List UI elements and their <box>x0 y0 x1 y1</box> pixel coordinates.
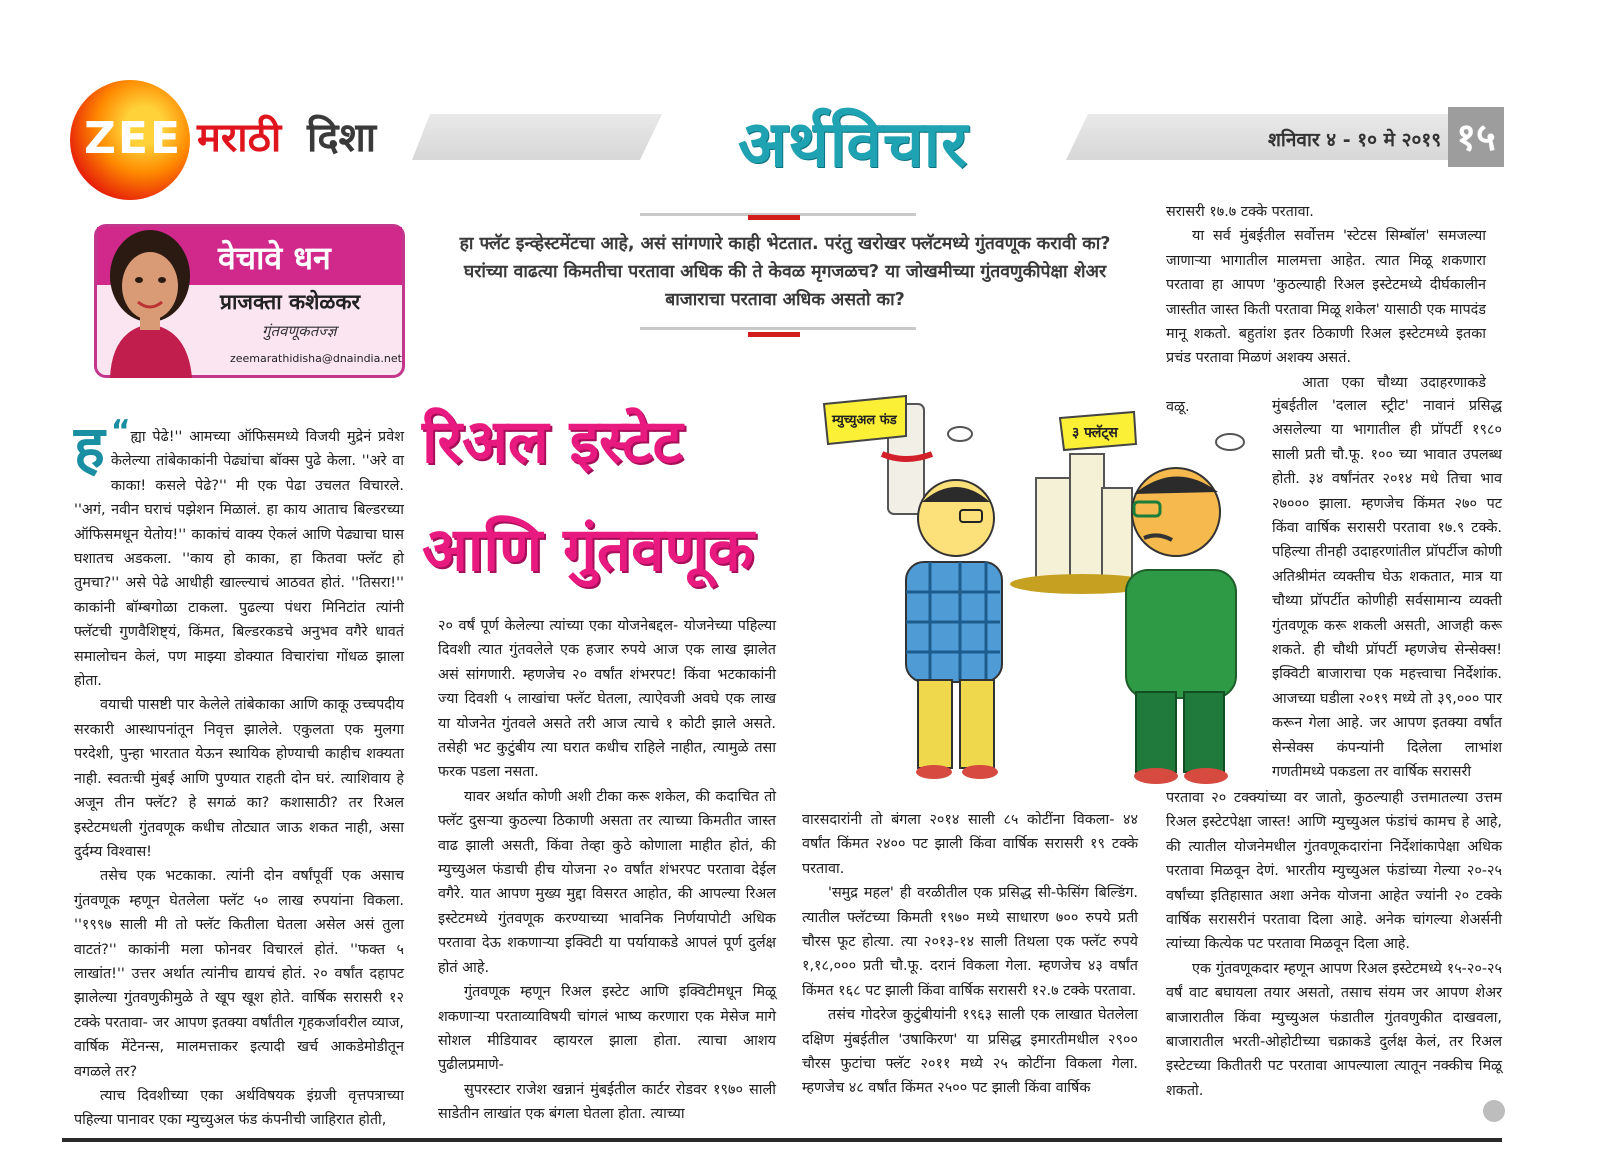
logo-disha-text: दिशा <box>307 115 377 161</box>
paragraph: वारसदारांनी तो बंगला २०१४ साली ८५ कोटींना विकला- ४४ वर्षांत किंमत २४०० पट झाली किंवा वार्षिक सरासरी १९ टक्के परतावा. <box>802 812 1138 877</box>
article-column-4-bottom <box>1166 786 1502 1120</box>
thought-bubble-right <box>1216 434 1244 450</box>
author-photo <box>82 218 222 378</box>
paragraph: परतावा २० टक्क्यांच्या वर जातो, कुठल्याही उत्तमातल्या उत्तम रिअल इस्टेटपेक्षा जास्त! आणि म्युच्युअल फंडांचं कामच हे आहे, की त्यातील योजनेमधील गुंतवणूकदारांना निर्देशांकापेक्षा अधिक परतावा मिळवून देणं. भारतीय म्युच्युअल फंडांच्या गेल्या २०-२५ वर्षांच्या इतिहासात अशा अनेक योजना आहेत ज्यांनी २० टक्के वार्षिक सरासरीनं परतावा दिला आहे. अनेक चांगल्या शेअर्सनी त्यांच्या कित्येक पट परतावा मिळवून दिला आहे. <box>1166 790 1502 953</box>
sign-right-label: ३ फ्लॅट्स <box>1072 425 1118 441</box>
right-man-leg-2 <box>1184 692 1224 772</box>
left-man-leg-2 <box>960 680 994 768</box>
logo-zee-text: ZEE <box>84 113 183 164</box>
article-column-1 <box>74 413 404 1129</box>
logo-marathi-text: मराठी <box>197 115 282 161</box>
paragraph: वयाची पासष्टी पार केलेले तांबेकाका आणि काकू उच्चपदीय सरकारी आस्थापनांतून निवृत्त झालेले. एकुलता एक मुलगा परदेशी, पुन्हा भारतात येऊन स्थायिक होण्याची काहीच शक्यता नाही. स्वतःची मुंबई आणि पुण्यात राहती दोन घरं. त्याशिवाय हे अजून तीन फ्लॅट? हे सगळं का? कशासाठी? तर रिअल इस्टेटमधली गुंतवणूक कधीच तोट्यात जाऊ शकत नाही, असा दुर्दम्य विश्वास! <box>74 697 404 860</box>
paragraph: 'समुद्र महल' ही वरळीतील एक प्रसिद्ध सी-फेसिंग बिल्डिंग. त्यातील फ्लॅटच्या किमती १९७० मध्ये साधारण ७०० रुपये प्रती चौरस फूट होत्या. त्या २०१३-१४ साली तिथला एक फ्लॅट रुपये १,१८,००० प्रती चौ.फू. दरानं विकला गेला. म्हणजेच ४३ वर्षांत किंमत १६८ पट झाली किंवा वार्षिक सरासरी १२.७ टक्के परतावा. <box>802 885 1138 999</box>
right-man-shoe-2 <box>1184 768 1228 784</box>
intro-deck: हा फ्लॅट इन्व्हेस्टमेंटचा आहे, असं सांगणारे काही भेटतात. परंतु खरोखर फ्लॅटमध्ये गुंतवणूक करावी का? घरांच्या वाढत्या किमतीचा परतावा अधिक की ते केवळ मृगजळच? या जोखमीच्या गुंतवणुकीपेक्षा शेअर बाजाराचा परतावा अधिक असतो का? <box>459 234 1111 310</box>
right-man-shirt <box>1126 570 1236 698</box>
paragraph: त्याच दिवशीच्या एका अर्थविषयक इंग्रजी वृत्तपत्राच्या पहिल्या पानावर एका म्युच्युअल फंड कंपनीची जाहिरात होती, <box>74 1087 404 1129</box>
headline <box>422 388 794 604</box>
headline-line-1: रिअल इस्टेट <box>422 407 683 477</box>
author-name: प्राजक्ता कशेळकर <box>220 290 361 314</box>
article-column-2 <box>438 614 776 1123</box>
paragraph: तसेच एक भटकाका. त्यांनी दोन वर्षांपूर्वी एक असाच गुंतवणूक म्हणून घेतलेला फ्लॅट ५० लाख रुपयांना विकला. ''१९९७ साली मी तो फ्लॅट कितीला घेतला असेल असं तुला वाटतं?'' काकांनी मला फोनवर विचारलं होतं. ''फक्त ५ लाखांत!'' उत्तर अर्थात त्यांनीच द्यायचं होतं. २० वर्षांत दहापट झालेल्या गुंतवणुकीमुळे ते खूप खूश होते. वार्षिक सरासरी १२ टक्के परतावा- जर आपण इतक्या वर्षांतील गृहकर्जावरील व्याज, वार्षिक मेंटेनन्स, मालमत्ताकर इत्यादी खर्च आकडेमोडीतून वगळले तर? <box>74 868 404 1080</box>
author-role: गुंतवणूकतज्ज्ञ <box>262 322 337 340</box>
paragraph: सरासरी १७.७ टक्के परतावा. <box>1166 204 1314 220</box>
paragraph: यावर अर्थात कोणी अशी टीका करू शकेल, की कदाचित तो फ्लॅट दुसऱ्या कुठल्या ठिकाणी असता तर त्याच्या किमतीत जास्त वाढ झाली असती, किंवा तेव्हा कुठे कोणाला माहीत होतं, की म्युच्युअल फंडाची हीच योजना २० वर्षांत शंभरपट परतावा देईल वगैरे. यात आपण मुख्य मुद्दा विसरत आहोत, की आपल्या रिअल इस्टेटमध्ये गुंतवणूक करण्याच्या भावनिक निर्णयापोटी अधिक परतावा देऊ शकणाऱ्या इक्विटी या पर्यायाकडे आपलं पूर्ण दुर्लक्ष होतं आहे. <box>438 788 776 976</box>
page-number: १५ <box>1448 107 1504 167</box>
issue-date: शनिवार ४ - १० मे २०१९ <box>1268 129 1442 151</box>
deck-rule-bottom <box>640 327 916 330</box>
thought-bubble-left <box>948 427 972 441</box>
section-title: अर्थविचार <box>738 108 969 182</box>
article-column-3 <box>802 808 1138 1120</box>
building-1 <box>1036 478 1072 582</box>
article-column-4-top <box>1166 200 1486 416</box>
headline-line-2: आणि गुंतवणूक <box>422 515 754 585</box>
left-man-shoe-2 <box>962 765 998 779</box>
deck-red-mark-bottom <box>748 332 800 337</box>
scroll-indicator[interactable] <box>1483 1100 1505 1122</box>
cartoon-illustration <box>810 392 1260 792</box>
deck-red-mark-top <box>748 215 800 220</box>
sign-left-label: म्युच्युअल फंड <box>832 413 897 428</box>
paragraph: एक गुंतवणूकदार म्हणून आपण रिअल इस्टेटमध्ये १५-२०-२५ वर्षं वाट बघायला तयार असतो, तसाच संयम जर आपण शेअर बाजारातील किंवा म्युच्युअल फंडातील गुंतवणुकीत दाखवला, बाजारातील भरती-ओहोटीच्या चक्राकडे दुर्लक्ष केलं, तर रिअल इस्टेटच्या कितीतरी पट परतावा आपल्याला त्यातून नक्कीच मिळू शकतो. <box>1166 960 1502 1099</box>
building-2 <box>1070 454 1104 582</box>
right-man-shoe-1 <box>1134 768 1178 784</box>
author-email: zeemarathidisha@dnaindia.net <box>230 352 402 365</box>
paragraph: मुंबईतील 'दलाल स्ट्रीट' नावानं प्रसिद्ध असलेल्या या भागातील ही प्रॉपर्टी १९८० साली प्रती चौ.फू. १०० च्या भावात उपलब्ध होती. ३४ वर्षांनंतर २०१४ मधे तिचा भाव २७००० झाला. म्हणजेच किंमत २७० पट किंवा वार्षिक सरासरी परतावा १७.९ टक्के. पहिल्या तीनही उदाहरणांतील प्रॉपर्टीज कोणी अतिश्रीमंत व्यक्तीच घेऊ शकतात, मात्र या चौथ्या प्रॉपर्टीत कोणीही सर्वसामान्य व्यक्ती गुंतवणूक करू शकली असती, आजही करू शकते. ही चौथी प्रॉपर्टी म्हणजेच सेन्सेक्स! इक्विटी बाजाराचा एक महत्त्वाचा निर्देशांक. आजच्या घडीला २०१९ मध्ये तो ३९,००० पार करून गेला आहे. जर आपण इतक्या वर्षांत सेन्सेक्स कंपन्यांनी दिलेला लाभांश गणतीमध्ये पकडला तर वार्षिक सरासरी <box>1272 398 1502 781</box>
masthead-band-left <box>412 114 662 160</box>
drop-cap: ह <box>74 413 105 481</box>
paragraph: आता एका चौथ्या उदाहरणाकडे वळू. <box>1166 374 1486 416</box>
paragraph: या सर्व मुंबईतील सर्वोत्तम 'स्टेटस सिम्बॉल' समजल्या जाणाऱ्या भागातील मालमत्ता आहेत. त्यात मिळू शकणारा परतावा हा आपण 'कुठल्याही रिअल इस्टेटमध्ये दीर्घकालीन जास्तीत जास्त किती परतावा मिळू शकेल' यासाठी एक मापदंड मानू शकतो. बहुतांश इतर ठिकाणी रिअल इस्टेटमध्ये इतका प्रचंड परतावा मिळणं अशक्य असतं. <box>1166 228 1486 367</box>
article-column-4-narrow <box>1272 394 1502 786</box>
right-man-leg-1 <box>1136 692 1176 772</box>
left-man-shoe-1 <box>916 765 952 779</box>
opening-quote-mark: “ <box>110 414 131 449</box>
paragraph <box>74 413 404 693</box>
paragraph-text: ह्या पेढे!'' आमच्या ऑफिसमध्ये विजयी मुद्रेनं प्रवेश केलेल्या तांबेकाकांनी पेढ्यांचा बॉक्स पुढे केला. ''अरे वा काका! कसले पेढे?'' मी एक पेढा उचलत विचारले. ''अगं, नवीन घराचं पझेशन मिळालं. हा काय आताच बिल्डरच्या ऑफिसमधून येतोय!'' काकांचं वाक्य ऐकलं आणि पेढ्याचा घास घशातच अडकला. ''काय हो काका, हा कितवा फ्लॅट हो तुमचा?'' असे पेढे आधीही खाल्ल्याचं आठवत होतं. ''तिसरा!'' काकांनी बॉम्बगोळा टाकला. पुढल्या पंधरा मिनिटांत त्यांनी फ्लॅटची गुणवैशिष्ट्यं, किंमत, बिल्डरकडचे अनुभव वगैरे धावतं समालोचन केलं, पण माझ्या डोक्यात विचारांचा गोंधळ झाला होता. <box>74 429 404 690</box>
left-man-leg-1 <box>918 680 952 768</box>
footer-rule <box>62 1138 1502 1142</box>
paragraph: सुपरस्टार राजेश खन्नानं मुंबईतील कार्टर रोडवर १९७० साली साडेतीन लाखांत एक बंगला घेतला होता. त्याच्या <box>438 1081 776 1123</box>
column-name: वेचावे धन <box>218 239 331 277</box>
paragraph: २० वर्षं पूर्ण केलेल्या त्यांच्या एका योजनेबद्दल- योजनेच्या पहिल्या दिवशी त्यात गुंतवलेले एक हजार रुपये आज एक लाख झालेत असं सांगणारी. म्हणजेच २० वर्षांत शंभरपट! किंवा भटकाकांनी ज्या दिवशी ५ लाखांचा फ्लॅट घेतला, त्याऐवजी अवघे एक लाख या योजनेत गुंतवले असते तरी आज त्याचे १ कोटी झाले असते. तसेही भट कुटुंबीय त्या घरात कधीच राहिले नाहीत, त्यामुळे तसा फरक पडला नसता. <box>438 618 776 781</box>
paragraph: तसंच गोदरेज कुटुंबीयांनी १९६३ साली एक लाखात घेतलेला दक्षिण मुंबईतील 'उषाकिरण' या प्रसिद्ध इमारतीमधील २९०० चौरस फुटांचा फ्लॅट २०११ मध्ये २५ कोटींना विकला गेला. म्हणजेच ४८ वर्षांत किंमत २५०० पट झाली किंवा वार्षिक <box>802 1007 1138 1097</box>
building-3 <box>1102 488 1132 582</box>
paragraph: गुंतवणूक म्हणून रिअल इस्टेट आणि इक्विटीमधून मिळू शकणाऱ्या परताव्याविषयी चांगलं भाष्य करणारा एक मेसेज मागे सोशल मीडियावर व्हायरल झाला होता. त्याचा आशय पुढीलप्रमाणे- <box>438 984 776 1074</box>
